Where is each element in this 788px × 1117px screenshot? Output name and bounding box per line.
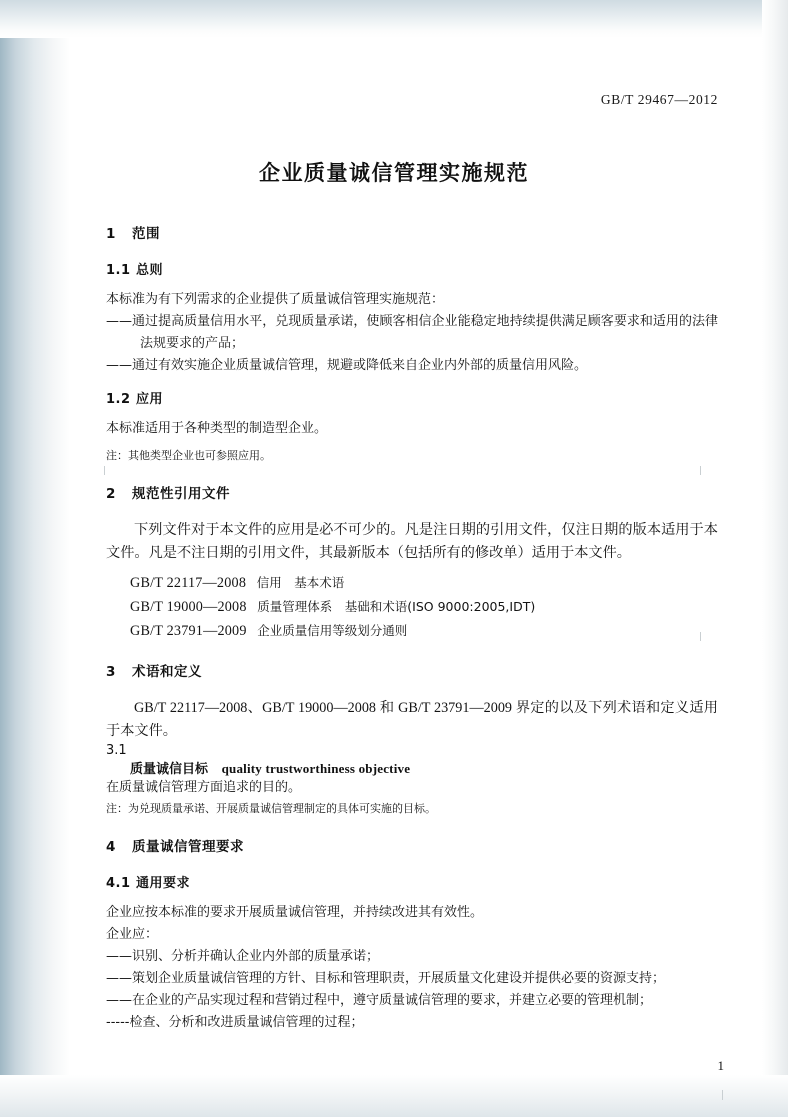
heading-section-4-number: 4 [106, 839, 116, 855]
heading-section-1-1-label: 总则 [136, 263, 164, 278]
heading-section-2-number: 2 [106, 486, 116, 502]
reference-code: GB/T 22117—2008 [130, 575, 247, 591]
standard-number: GB/T 29467—2012 [600, 92, 718, 107]
heading-section-1-2-label: 应用 [136, 392, 164, 407]
reference-code: GB/T 19000—2008 [130, 599, 247, 615]
heading-section-2-label: 规范性引用文件 [132, 486, 230, 502]
heading-section-4 [106, 835, 718, 855]
heading-section-1-2-number: 1.2 [106, 392, 131, 407]
reference-code: GB/T 23791—2009 [130, 623, 247, 639]
section-1-2-text: 本标准适用于各种类型的制造型企业。 [106, 421, 328, 436]
section-4-1-item: ——策划企业质量诚信管理的方针、目标和管理职责，开展质量文化建设并提供必要的资源支持； [106, 971, 666, 986]
reference-name: 信用 基本术语 [256, 575, 345, 590]
heading-section-1 [106, 222, 718, 242]
heading-section-3-number: 3 [106, 664, 116, 680]
page-number: 1 [717, 1058, 724, 1073]
term-chinese: 质量诚信目标 [130, 762, 209, 777]
section-1-1-item-1: ——通过提高质量信用水平，兑现质量承诺，使顾客相信企业能稳定地持续提供满足顾客要求和适用的法律法规要求的产品； [106, 314, 718, 351]
term-english: quality trustworthiness objective [221, 761, 411, 776]
heading-section-1-number: 1 [106, 226, 116, 242]
reference-name: 质量管理体系 基础和术语(ISO 9000:2005,IDT) [257, 599, 536, 614]
reference-item [130, 571, 718, 595]
section-4-1-item: ——识别、分析并确认企业内外部的质量承诺； [106, 949, 380, 964]
heading-section-1-1 [106, 259, 718, 278]
heading-section-3-label: 术语和定义 [132, 664, 202, 680]
reference-item [130, 595, 718, 619]
reference-name: 企业质量信用等级划分通则 [257, 623, 408, 638]
heading-section-4-1-label: 通用要求 [136, 876, 191, 891]
section-1-1-item-2: ——通过有效实施企业质量诚信管理，规避或降低来自企业内外部的质量信用风险。 [106, 358, 588, 373]
heading-section-1-label: 范围 [132, 226, 160, 242]
section-4-1-lead: 企业应： [106, 927, 159, 942]
page-title: 企业质量诚信管理实施规范 [259, 161, 529, 185]
term-entry [130, 758, 718, 777]
heading-section-3 [106, 660, 718, 680]
reference-item [130, 619, 718, 643]
section-4-1-paragraph: 企业应按本标准的要求开展质量诚信管理，并持续改进其有效性。 [106, 905, 484, 920]
section-4-1-item: ——在企业的产品实现过程和营销过程中，遵守质量诚信管理的要求，并建立必要的管理机制； [106, 993, 653, 1008]
heading-section-2 [106, 482, 718, 502]
document-body [106, 222, 718, 1034]
heading-section-4-1-number: 4.1 [106, 876, 131, 891]
section-4-1-item: -----检查、分析和改进质量诚信管理的过程； [106, 1015, 364, 1030]
section-2-paragraph: 下列文件对于本文件的应用是必不可少的。凡是注日期的引用文件，仅注日期的版本适用于本文件。凡是不注日期的引用文件，其最新版本（包括所有的修改单）适用于本文件。 [106, 522, 718, 561]
heading-section-3-1: 3.1 [106, 743, 127, 758]
term-note: 注：为兑现质量承诺、开展质量诚信管理制定的具体可实施的目标。 [106, 802, 436, 815]
section-1-2-note: 注：其他类型企业也可参照应用。 [106, 449, 271, 462]
heading-section-4-1 [106, 872, 718, 891]
term-definition: 在质量诚信管理方面追求的目的。 [106, 780, 302, 795]
heading-section-1-2 [106, 388, 718, 407]
heading-section-4-label: 质量诚信管理要求 [132, 839, 244, 855]
section-3-paragraph: GB/T 22117—2008、GB/T 19000—2008 和 GB/T 23791—2009 界定的以及下列术语和定义适用于本文件。 [106, 700, 718, 739]
heading-section-1-1-number: 1.1 [106, 263, 131, 278]
section-1-1-intro: 本标准为有下列需求的企业提供了质量诚信管理实施规范： [106, 292, 445, 307]
